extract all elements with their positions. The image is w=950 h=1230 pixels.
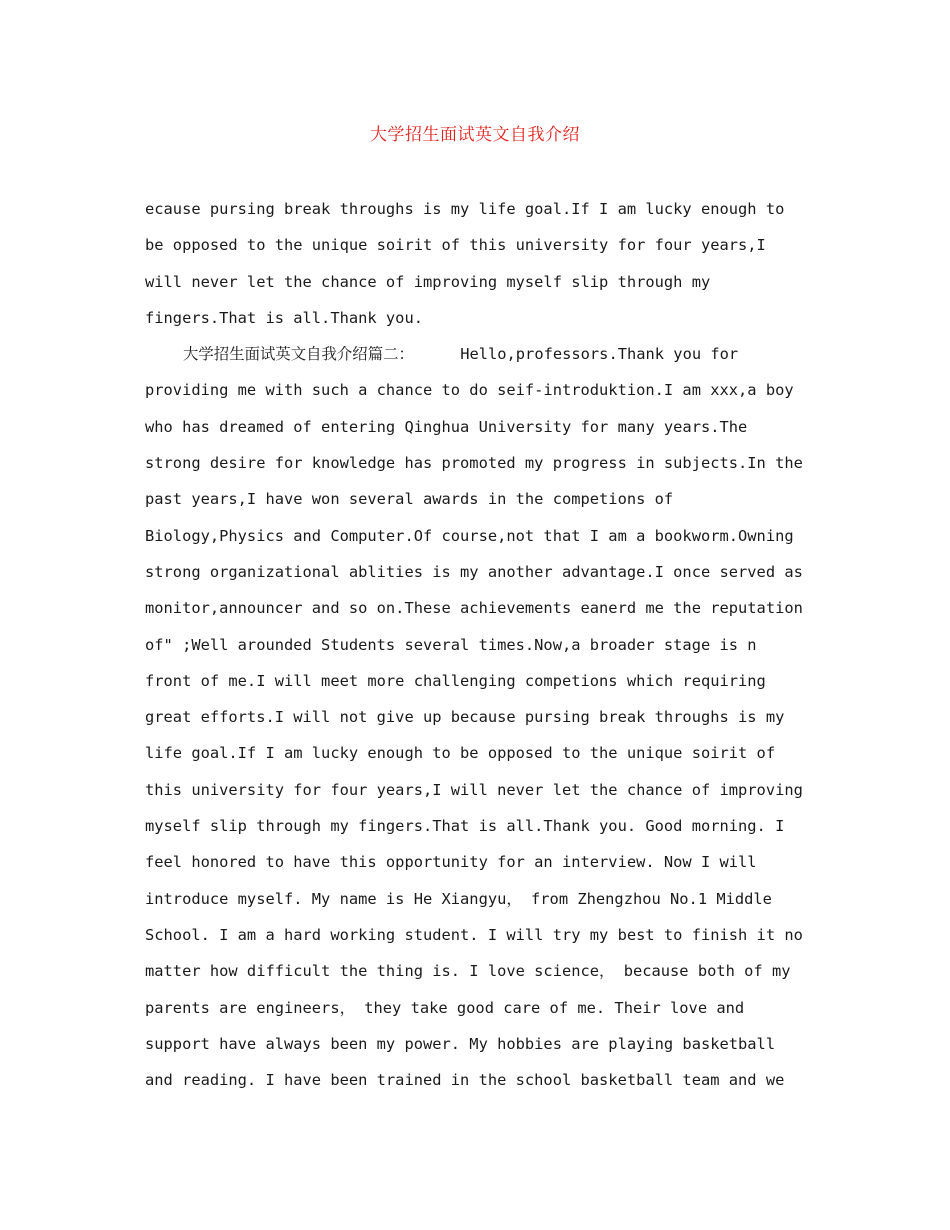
body-line: fingers.That is all.Thank you.: [145, 308, 423, 327]
body-line: strong organizational ablities is my another advantage.I once served as: [145, 562, 803, 581]
body-line: parents are engineers， they take good care of me. Their love and: [145, 998, 745, 1017]
body-line: ecause pursing break throughs is my life goal.If I am lucky enough to: [145, 200, 785, 218]
body-line: of" ;Well arounded Students several times.Now,a broader stage is n: [145, 635, 757, 654]
document-body: [145, 196, 825, 1103]
body-line: who has dreamed of entering Qinghua University for many years.The: [145, 417, 748, 436]
body-line: past years,I have won several awards in the competions of: [145, 490, 674, 509]
body-line: this university for four years,I will never let the chance of improving: [145, 780, 803, 799]
body-line: Biology,Physics and Computer.Of course,not that I am a bookworm.Owning: [145, 526, 794, 545]
body-line: monitor,announcer and so on.These achievements eanerd me the reputation: [145, 599, 803, 618]
body-line: be opposed to the unique soirit of this university for four years,I: [145, 236, 766, 255]
body-line: feel honored to have this opportunity for an interview. Now I will: [145, 853, 757, 872]
body-line: School. I am a hard working student. I will try my best to finish it no: [145, 925, 803, 944]
body-line: will never let the chance of improving myself slip through my: [145, 272, 711, 291]
body-line: support have always been my power. My hobbies are playing basketball: [145, 1034, 776, 1053]
document-title: 大学招生面试英文自我介绍: [370, 125, 580, 145]
body-line: life goal.If I am lucky enough to be opposed to the unique soirit of: [145, 744, 776, 763]
body-line: great efforts.I will not give up because pursing break throughs is my: [145, 708, 785, 727]
body-line: matter how difficult the thing is. I love science， because both of my: [145, 962, 791, 981]
body-line: and reading. I have been trained in the school basketball team and we: [145, 1071, 785, 1090]
body-line: providing me with such a chance to do seif-introduktion.I am xxx,a boy: [145, 381, 794, 400]
body-line: introduce myself. My name is He Xiangyu， from Zhengzhou No.1 Middle: [145, 889, 772, 908]
body-line: strong desire for knowledge has promoted my progress in subjects.In the: [145, 454, 803, 473]
body-line: myself slip through my fingers.That is all.Thank you. Good morning. I: [145, 817, 785, 836]
body-line: front of me.I will meet more challenging competions which requiring: [145, 671, 766, 690]
section-heading-line: 大学招生面试英文自我介绍篇二： Hello,professors.Thank you for: [183, 345, 739, 364]
